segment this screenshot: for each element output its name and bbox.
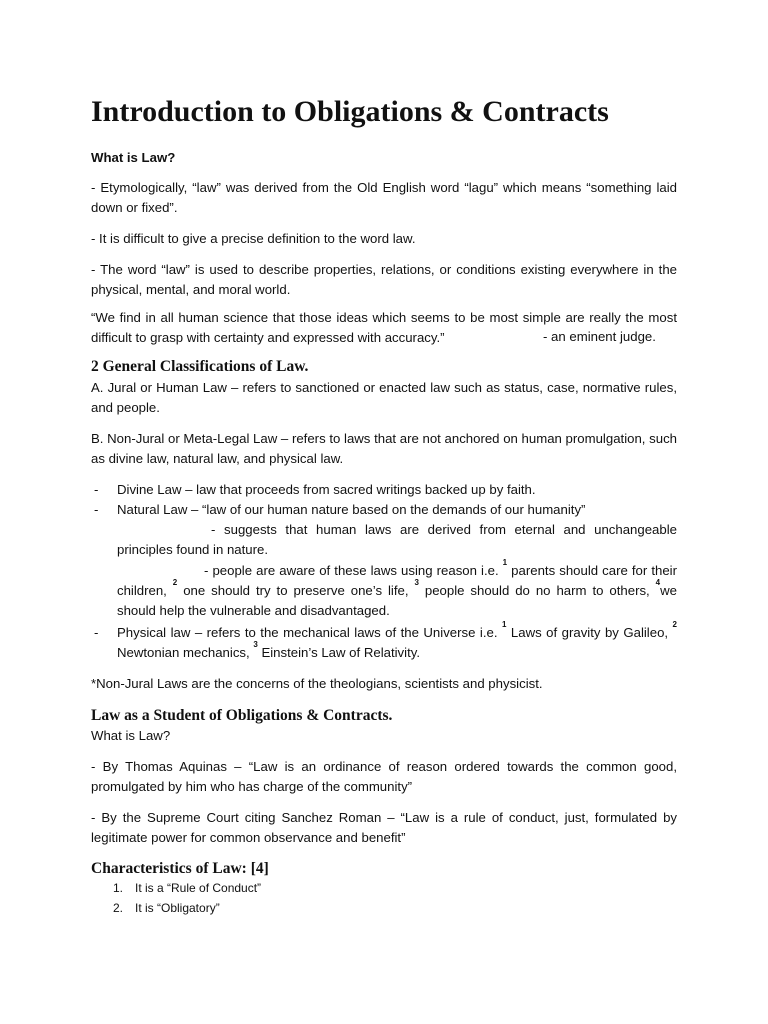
student-heading: Law as a Student of Obligations & Contracts. [91, 707, 393, 724]
what-is-law-heading: What is Law? [91, 150, 176, 165]
quote-attribution: - an eminent judge. [543, 329, 656, 344]
physical-law-text: Laws of gravity by Galileo, [506, 625, 673, 640]
jural-law-paragraph: A. Jural or Human Law – refers to sanctioned or enacted law such as status, case, normative rules, and people. [91, 380, 677, 415]
classifications-heading: 2 General Classifications of Law. [91, 358, 309, 375]
superscript: 2 [672, 620, 677, 629]
page-title: Introduction to Obligations & Contracts [91, 95, 609, 128]
what-is-law-subheading: What is Law? [91, 728, 171, 743]
list-item: It is “Obligatory” [135, 901, 220, 915]
physical-law-text: Einstein’s Law of Relativity. [257, 645, 421, 660]
bullet-dash: - [94, 502, 99, 517]
aquinas-definition: - By Thomas Aquinas – “Law is an ordinance of reason ordered towards the common good, promulgated by him who has charge of the community” [91, 759, 677, 794]
superscript: 4 [655, 578, 661, 587]
superscript: 1 [501, 620, 507, 629]
sanchez-definition: - By the Supreme Court citing Sanchez Roman – “Law is a rule of conduct, just, formulated by legitimate power for common observance and benefit” [91, 810, 677, 845]
natural-law-item: Natural Law – “law of our human nature based on the demands of our humanity” [117, 502, 586, 517]
natural-law-sub-reason-text: we should help the vulnerable and disadvantaged. [117, 583, 677, 618]
characteristics-heading: Characteristics of Law: [4] [91, 860, 269, 877]
superscript: 3 [253, 640, 258, 649]
natural-law-sub-reason-text: - people are aware of these laws using reason i.e. [204, 563, 503, 578]
superscript: 2 [172, 578, 178, 587]
difficult-paragraph: - It is difficult to give a precise definition to the word law. [91, 231, 416, 246]
superscript: 3 [414, 578, 419, 587]
natural-law-sub-reason [117, 558, 677, 621]
non-jural-note: *Non-Jural Laws are the concerns of the theologians, scientists and physicist. [91, 676, 543, 691]
list-number: 1. [113, 881, 124, 895]
physical-law-text: Physical law – refers to the mechanical laws of the Universe i.e. [117, 625, 502, 640]
bullet-dash: - [94, 625, 99, 640]
natural-law-sub-reason-text: one should try to preserve one’s life, [177, 583, 415, 598]
non-jural-law-paragraph: B. Non-Jural or Meta-Legal Law – refers to laws that are not anchored on human promulgation, such as divine law, natural law, and physical law. [91, 431, 677, 466]
physical-law-text: Newtonian mechanics, [117, 645, 254, 660]
list-item: It is a “Rule of Conduct” [135, 881, 262, 895]
physical-law-item [117, 620, 677, 663]
natural-law-sub-reason-text: people should do no harm to others, [418, 583, 656, 598]
etymology-paragraph: - Etymologically, “law” was derived from the Old English word “lagu” which means “something laid down or fixed”. [91, 180, 677, 215]
natural-law-sub-reason-text: parents should care for their children, [117, 563, 677, 598]
word-law-paragraph: - The word “law” is used to describe properties, relations, or conditions existing everywhere in the physical, mental, and moral world. [91, 262, 677, 297]
divine-law-item: Divine Law – law that proceeds from sacred writings backed up by faith. [117, 482, 536, 497]
superscript: 1 [502, 558, 508, 567]
list-number: 2. [113, 901, 124, 915]
quote-text: “We find in all human science that those ideas which seems to be most simple are really the most difficult to grasp with certainty and expressed with accuracy.” [91, 310, 677, 345]
natural-law-sub-eternal: - suggests that human laws are derived from eternal and unchangeable principles found in nature. [117, 522, 677, 557]
bullet-dash: - [94, 482, 99, 497]
